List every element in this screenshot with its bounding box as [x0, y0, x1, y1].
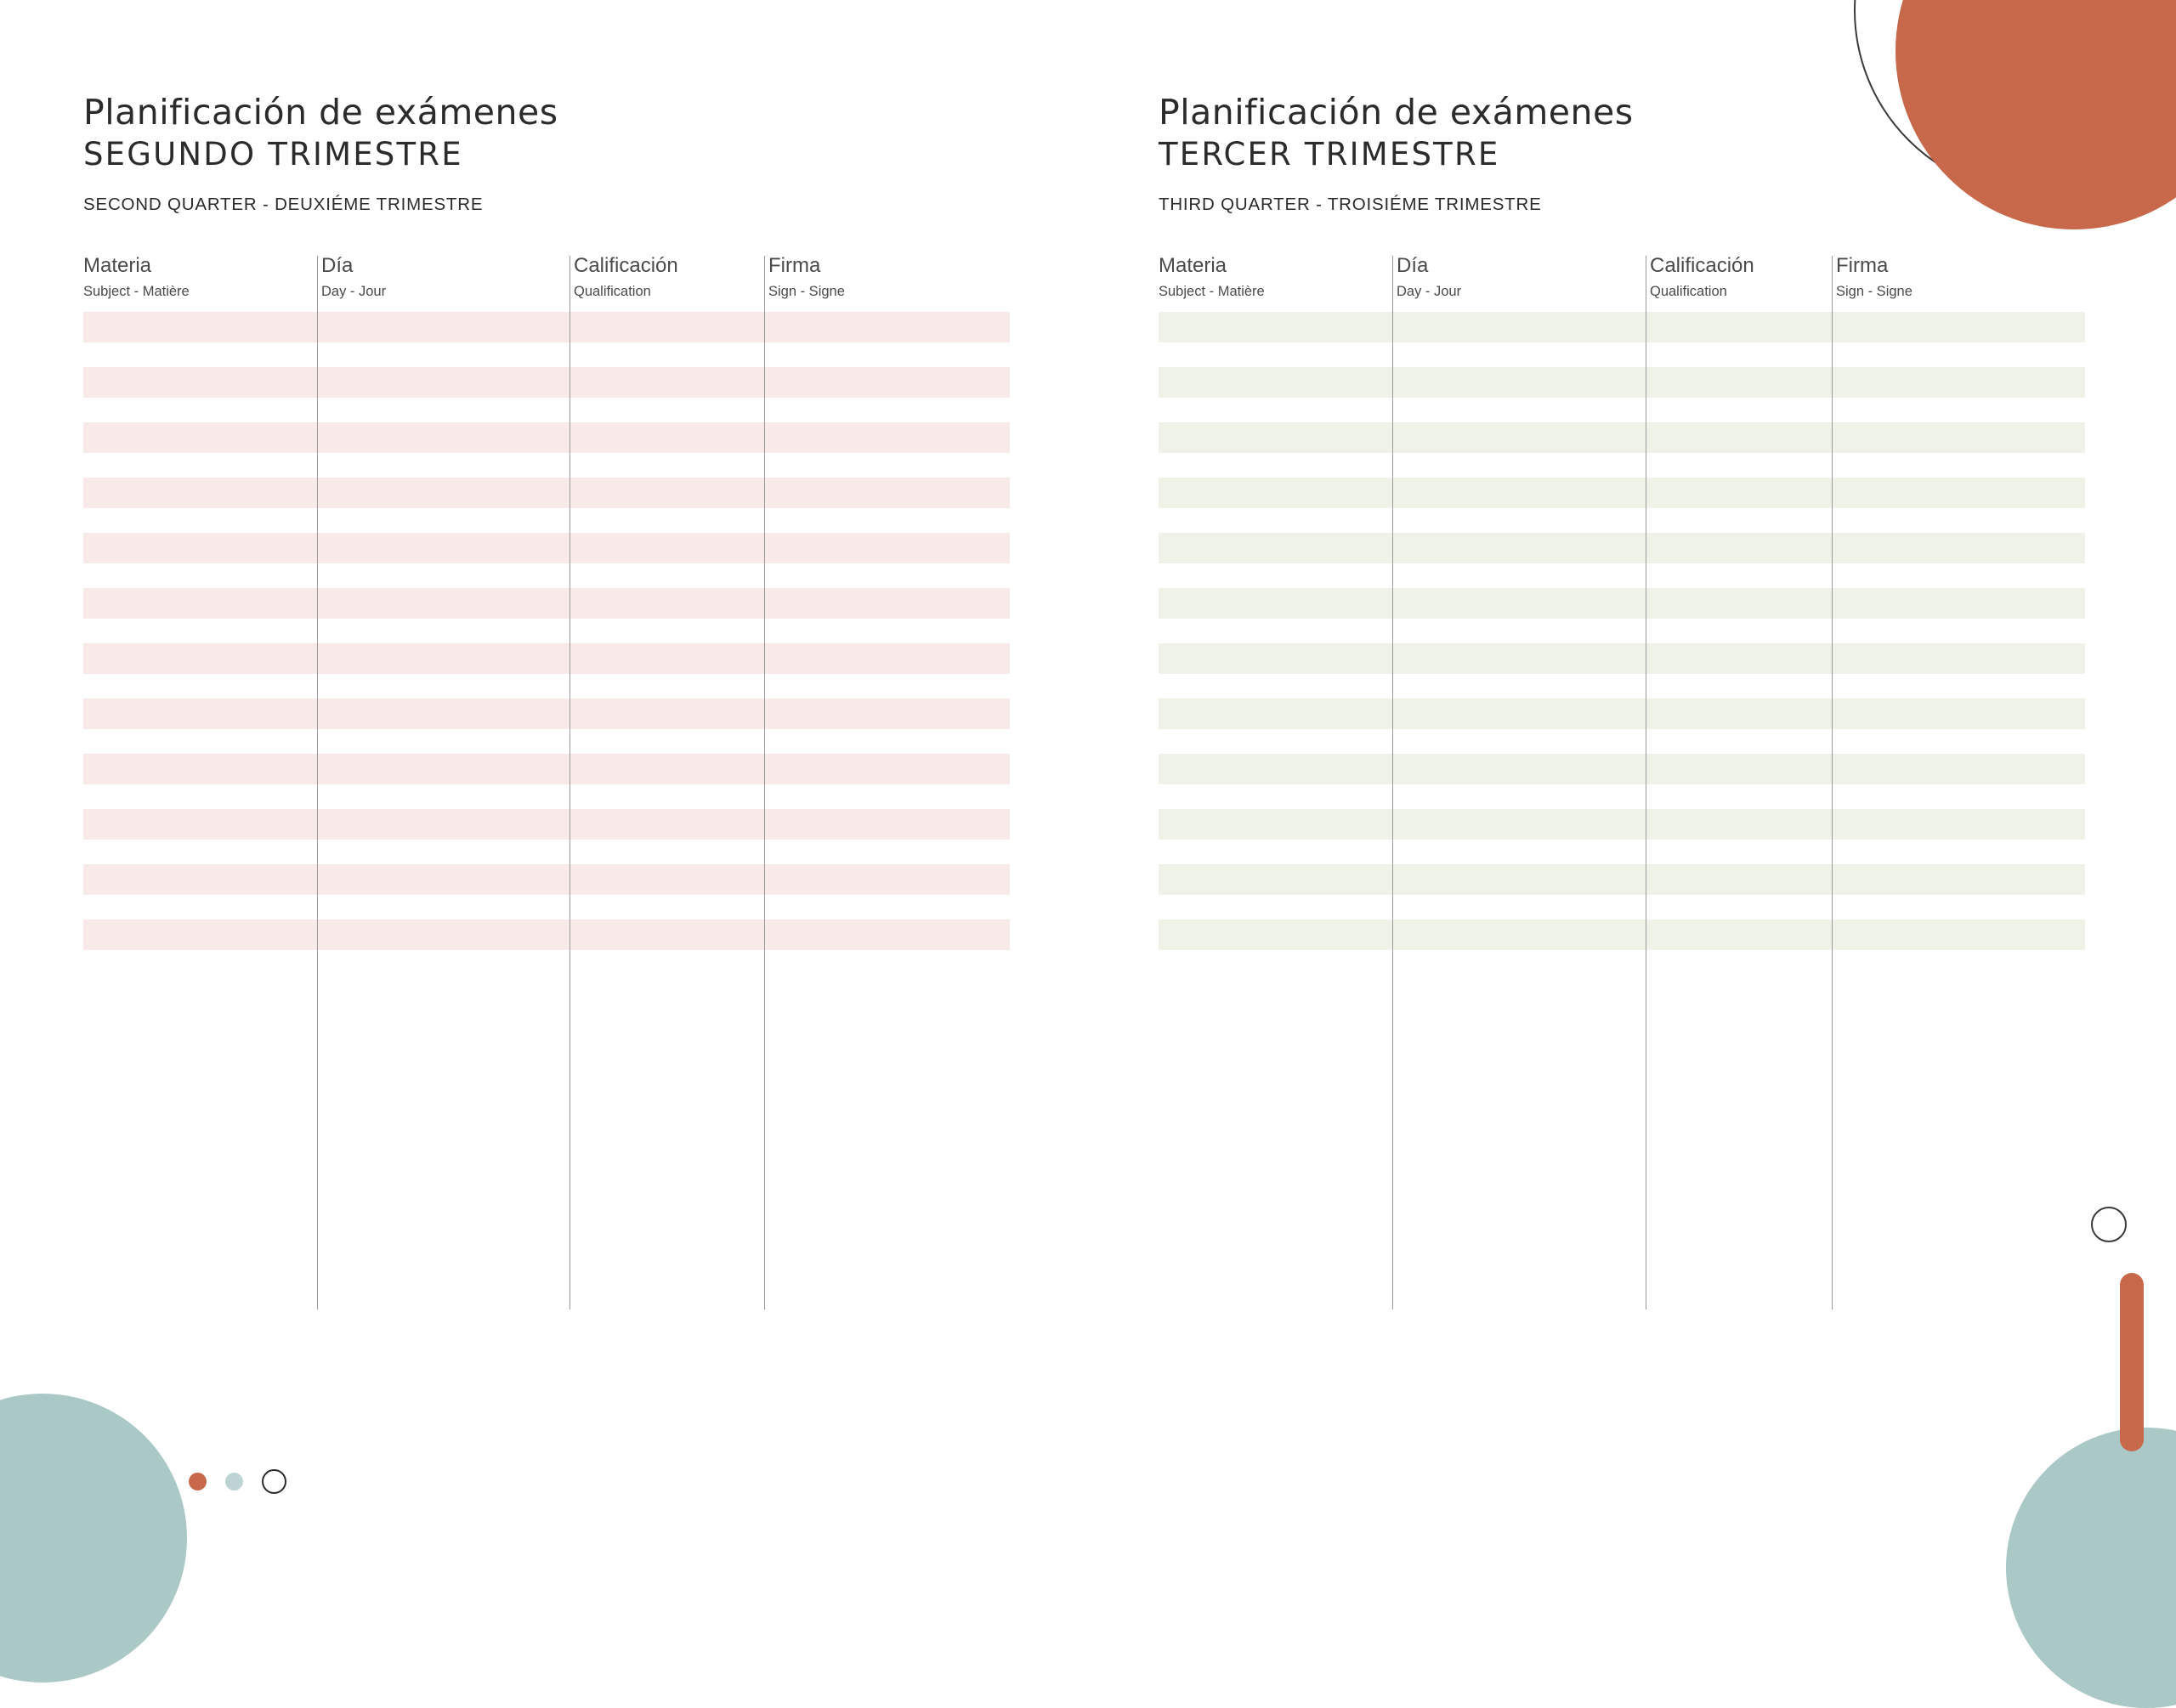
column-divider-3 [1832, 256, 1833, 1309]
page-subtitle: THIRD QUARTER - TROISIÉME TRIMESTRE [1159, 194, 1542, 214]
column-divider-3 [764, 256, 765, 1309]
table-row[interactable] [1159, 809, 2085, 840]
table-row[interactable] [1159, 864, 2085, 895]
column-header-dia: Día Day - Jour [1397, 253, 1462, 299]
page-title-script: Planificación de exámenes [83, 92, 558, 133]
column-header-firma: Firma Sign - Signe [1836, 253, 1912, 299]
exam-table-third-quarter [1159, 253, 2085, 950]
column-divider-1 [317, 256, 318, 1309]
column-header-calificacion: Calificación Qualification [574, 253, 678, 299]
table-row[interactable] [1159, 643, 2085, 674]
table-row[interactable] [1159, 367, 2085, 398]
table-row[interactable] [1159, 533, 2085, 563]
column-header-materia: Materia Subject - Matière [83, 253, 190, 299]
table-header-row [1159, 253, 2085, 312]
table-row[interactable] [83, 864, 1010, 895]
table-row[interactable] [83, 754, 1010, 784]
pagination-dot-2[interactable] [225, 1473, 243, 1490]
page-second-quarter [0, 0, 1088, 1538]
table-body [1159, 312, 2085, 950]
table-row[interactable] [83, 809, 1010, 840]
column-header-calificacion: Calificación Qualification [1650, 253, 1754, 299]
table-row[interactable] [1159, 478, 2085, 508]
table-row[interactable] [1159, 422, 2085, 453]
column-header-materia: Materia Subject - Matière [1159, 253, 1265, 299]
page-title-script: Planificación de exámenes [1159, 92, 1634, 133]
page-third-quarter [1088, 0, 2176, 1538]
pagination-dots[interactable] [189, 1469, 286, 1494]
table-row[interactable] [1159, 588, 2085, 619]
table-row[interactable] [83, 698, 1010, 729]
table-row[interactable] [1159, 698, 2085, 729]
table-row[interactable] [1159, 312, 2085, 342]
column-divider-1 [1392, 256, 1393, 1309]
table-row[interactable] [83, 588, 1010, 619]
table-row[interactable] [83, 643, 1010, 674]
page-title-caps: SEGUNDO TRIMESTRE [83, 136, 463, 173]
table-row[interactable] [83, 312, 1010, 342]
page-title-caps: TERCER TRIMESTRE [1159, 136, 1500, 173]
table-row[interactable] [83, 919, 1010, 950]
table-row[interactable] [83, 478, 1010, 508]
column-header-firma: Firma Sign - Signe [768, 253, 845, 299]
table-row[interactable] [1159, 754, 2085, 784]
table-header-row [83, 253, 1010, 312]
table-row[interactable] [83, 533, 1010, 563]
exam-table-second-quarter [83, 253, 1010, 950]
table-body [83, 312, 1010, 950]
table-row[interactable] [83, 367, 1010, 398]
page-subtitle: SECOND QUARTER - DEUXIÉME TRIMESTRE [83, 194, 484, 214]
table-row[interactable] [83, 422, 1010, 453]
column-header-dia: Día Day - Jour [321, 253, 387, 299]
table-row[interactable] [1159, 919, 2085, 950]
pagination-dot-1[interactable] [189, 1473, 207, 1490]
pagination-dot-3[interactable] [262, 1469, 286, 1494]
